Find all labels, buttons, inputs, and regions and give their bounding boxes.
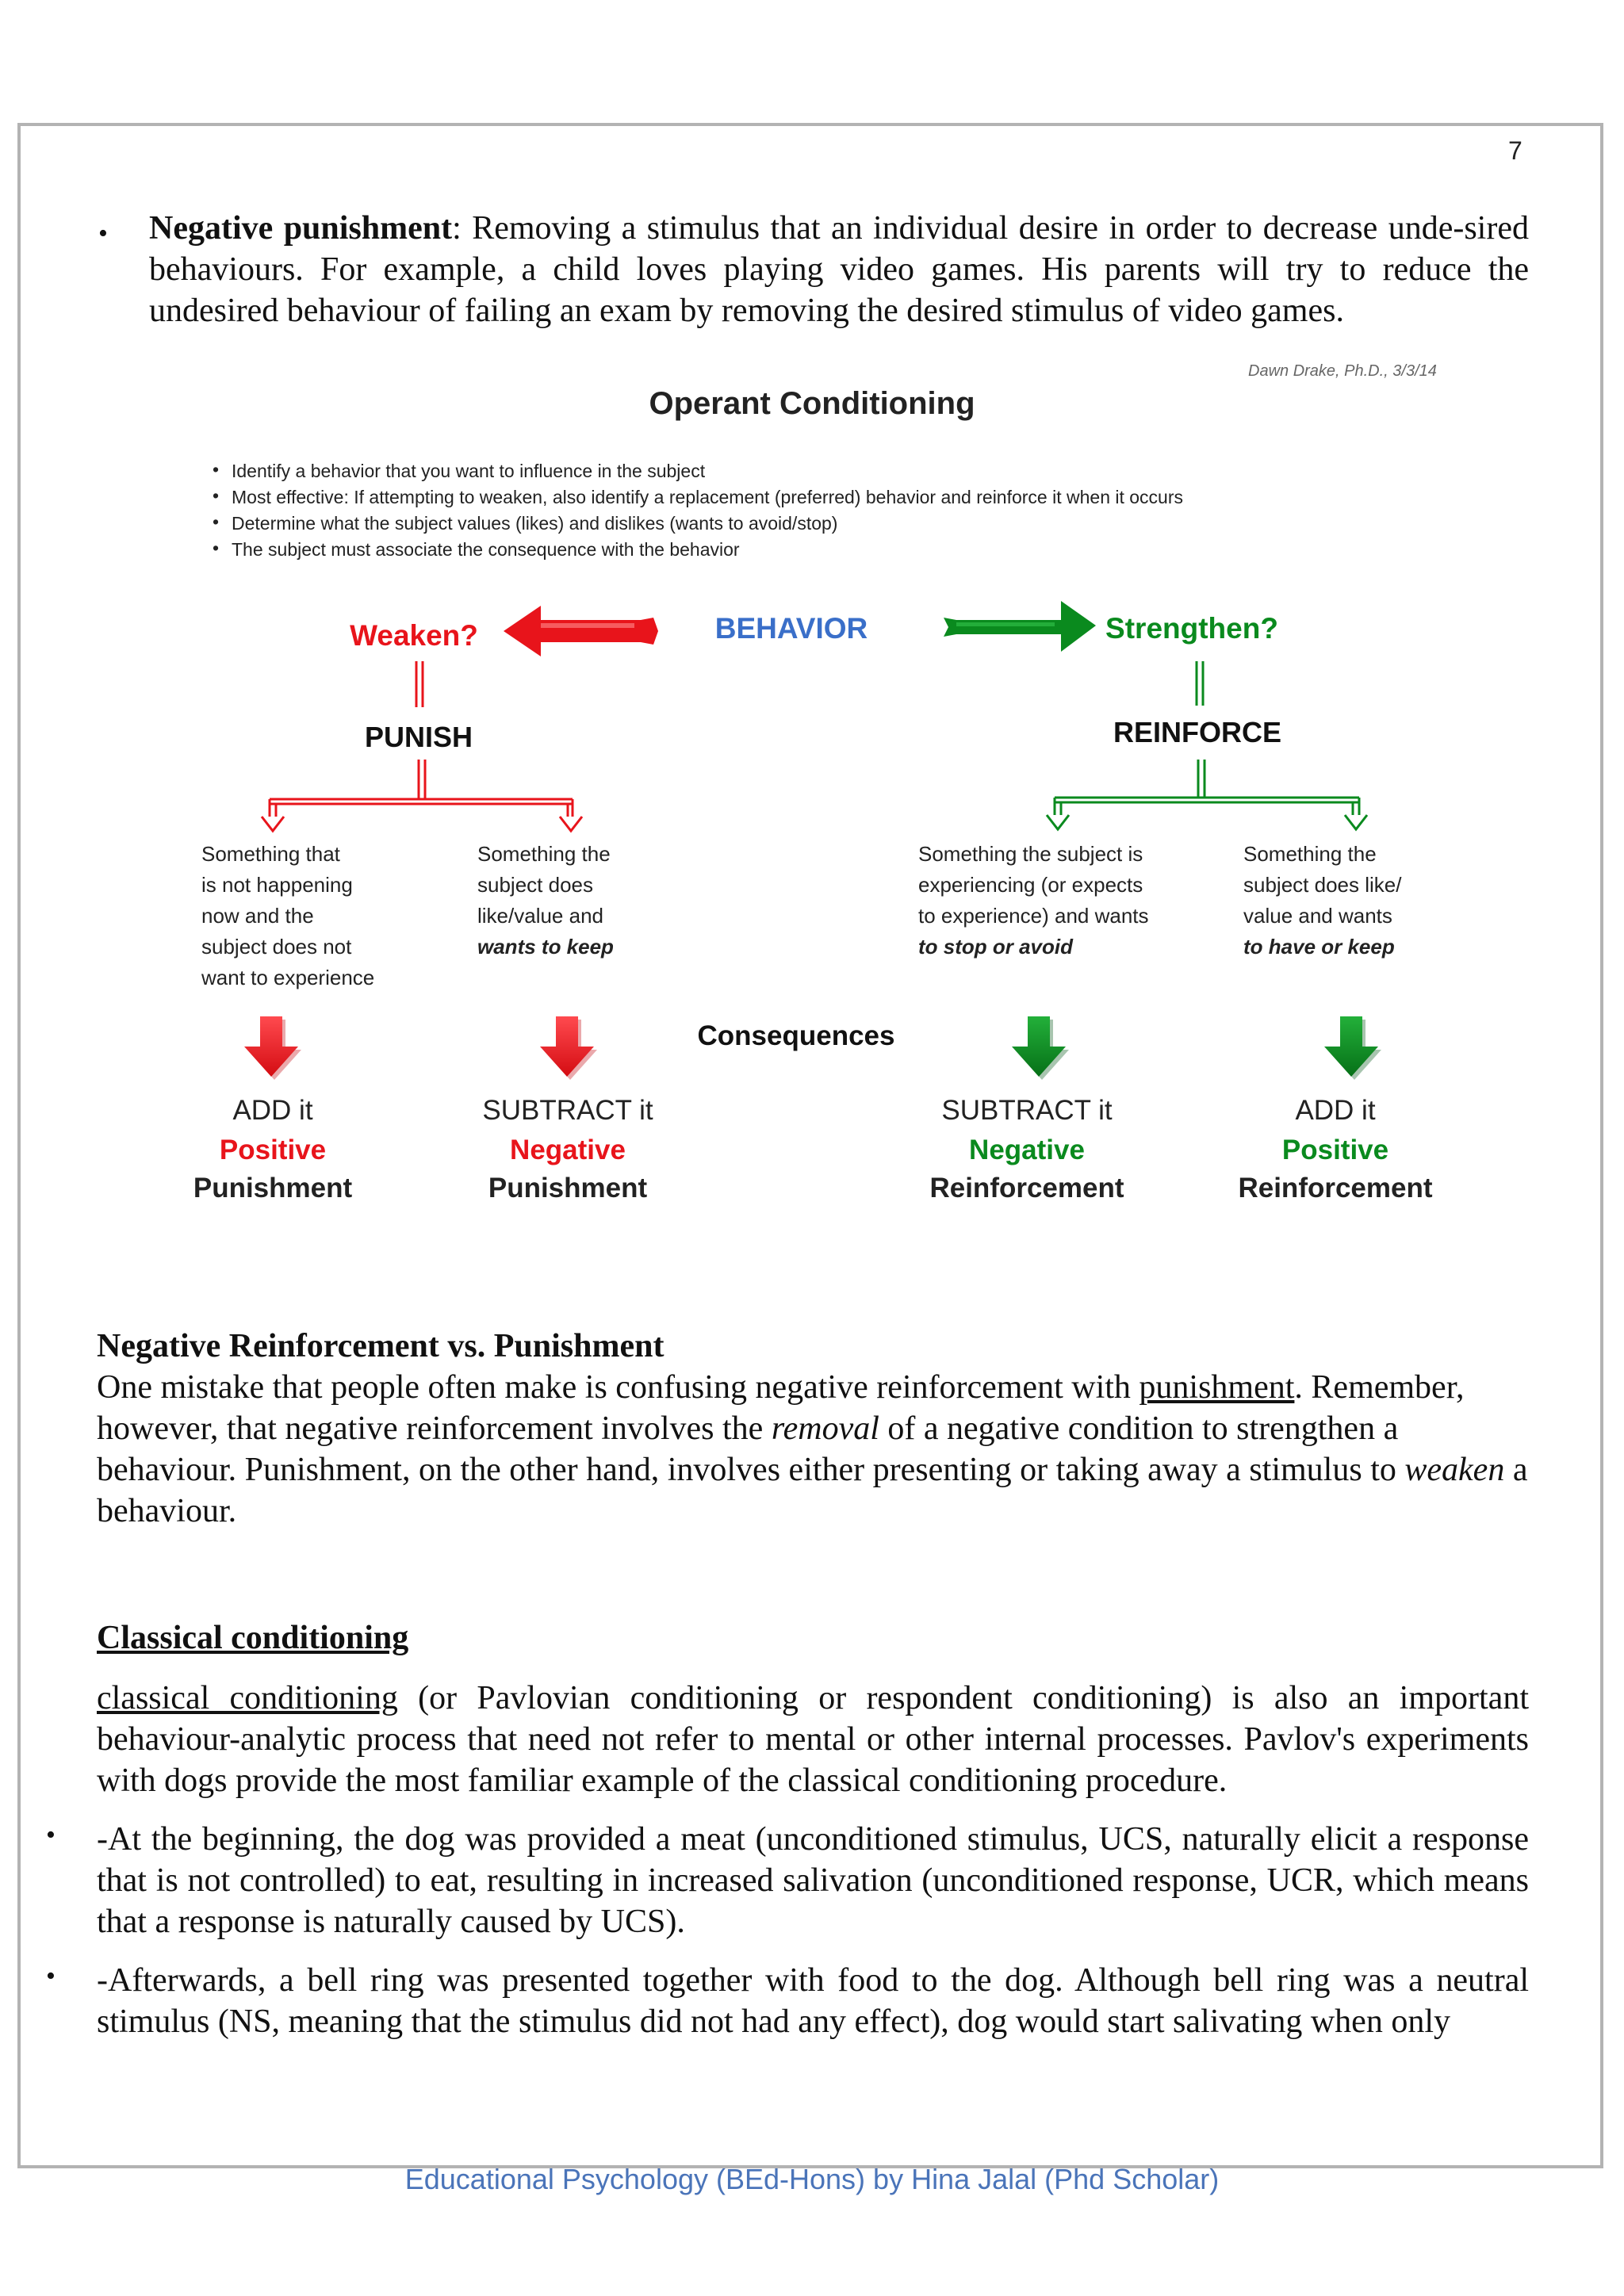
weaken-connector xyxy=(416,661,423,707)
outcome-action: SUBTRACT it xyxy=(482,1095,653,1126)
down-arrow-icon xyxy=(1324,1016,1381,1080)
figure-bullet: Identify a behavior that you want to influence in the subject xyxy=(232,461,706,481)
description-4 xyxy=(1243,842,1402,959)
down-arrow-icon xyxy=(244,1016,301,1080)
cc-bullet-1: -At the beginning, the dog was provided a meat (unconditioned stimulus, UCS, naturally elicit a response that is not controlled) to eat, resulting in increased salivation (unconditioned response, UCR, which means that a response is naturally caused by UCS). xyxy=(97,1821,1529,1940)
outcome-negative-punishment xyxy=(482,1095,653,1203)
figure-bullet: Most effective: If attempting to weaken, also identify a replacement (preferred) behavior and reinforce it when it occurs xyxy=(232,487,1184,507)
desc-line: is not happening xyxy=(201,873,353,897)
nr-heading: Negative Reinforcement vs. Punishment xyxy=(97,1328,665,1364)
outcome-action: ADD it xyxy=(232,1095,313,1126)
bullet-dot: • xyxy=(98,219,108,248)
outcome-positive-punishment xyxy=(193,1095,353,1203)
desc-line: Something the xyxy=(477,842,611,866)
strengthen-label: Strengthen? xyxy=(1105,612,1278,645)
desc-line: to experience) and wants xyxy=(918,904,1149,928)
desc-line: Something that xyxy=(201,842,340,866)
desc-line: wants to keep xyxy=(477,935,614,959)
cc-intro-text: (or Pavlovian conditioning or respondent conditioning) is also an important behaviour-analytic process that need not refer to mental or other internal processes. Pavlov's experiments with dogs provide the most familiar example of the classical conditioning procedure. xyxy=(97,1680,1529,1799)
figure-bullet: The subject must associate the consequence with the behavior xyxy=(232,539,740,560)
weaken-label: Weaken? xyxy=(350,619,478,652)
outcome-type: Positive xyxy=(219,1135,327,1165)
negative-punishment-text: : Removing a stimulus that an individual desire in order to decrease unde-sired behaviours. For example, a child loves playing video games. His parents will try to reduce the undesired behaviour of failing an exam by removing the desired stimulus of video games. xyxy=(149,210,1529,329)
nr-text: a behaviour. xyxy=(97,1452,1528,1529)
svg-text:•: • xyxy=(213,511,220,532)
svg-text:•: • xyxy=(213,459,220,480)
outcome-negative-reinforcement xyxy=(929,1095,1124,1203)
strengthen-arrow xyxy=(944,601,1096,652)
figure-bullets xyxy=(213,459,1183,560)
description-2 xyxy=(477,842,614,959)
desc-line: subject does like/ xyxy=(1243,873,1402,897)
bullet-dot: • xyxy=(46,1961,56,1991)
reinforce-tree xyxy=(1047,760,1367,829)
down-arrow-icon xyxy=(540,1016,597,1080)
outcome-result: Reinforcement xyxy=(1238,1173,1433,1203)
desc-line: Something the subject is xyxy=(918,842,1143,866)
desc-line: subject does not xyxy=(201,935,352,959)
cc-intro xyxy=(97,1678,1529,1801)
outcome-type: Positive xyxy=(1281,1135,1389,1165)
description-1 xyxy=(201,842,374,989)
punishment-link[interactable]: punishment xyxy=(1139,1369,1295,1406)
nr-text: of a negative condition to strengthen a behaviour. Punishment, on the other hand, involves either presenting or taking away a stimulus to xyxy=(97,1410,1405,1488)
desc-line: want to experience xyxy=(201,966,375,989)
nr-emphasis: weaken xyxy=(1404,1452,1505,1488)
outcome-positive-reinforcement xyxy=(1238,1095,1432,1203)
desc-line: Something the xyxy=(1243,842,1377,866)
svg-text:•: • xyxy=(213,538,220,558)
strengthen-connector xyxy=(1197,661,1203,706)
outcome-result: Punishment xyxy=(488,1173,648,1203)
outcome-action: SUBTRACT it xyxy=(941,1095,1113,1126)
description-3 xyxy=(918,842,1149,959)
desc-line: to stop or avoid xyxy=(918,935,1073,959)
punish-tree xyxy=(262,760,582,831)
nr-text: . Remember, however, that negative reinforcement involves the xyxy=(97,1369,1465,1447)
outcome-result: Punishment xyxy=(193,1173,353,1203)
cc-bullet-2: -Afterwards, a bell ring was presented together with food to the dog. Although bell ring was a neutral stimulus (NS, meaning that the stimulus did not had any effect), dog would start salivating when only xyxy=(97,1962,1529,2040)
nr-text: One mistake that people often make is confusing negative reinforcement with xyxy=(97,1369,1139,1406)
outcome-type: Negative xyxy=(969,1135,1085,1165)
punish-label: PUNISH xyxy=(364,721,473,753)
down-arrow-icon xyxy=(1012,1016,1069,1080)
desc-line: subject does xyxy=(477,873,593,897)
outcome-action: ADD it xyxy=(1295,1095,1376,1126)
nr-emphasis: removal xyxy=(771,1410,879,1447)
outcome-result: Reinforcement xyxy=(929,1173,1124,1203)
desc-line: value and wants xyxy=(1243,904,1392,928)
desc-line: now and the xyxy=(201,904,314,928)
reinforce-label: REINFORCE xyxy=(1113,716,1282,748)
desc-line: like/value and xyxy=(477,904,603,928)
figure-credit: Dawn Drake, Ph.D., 3/3/14 xyxy=(1248,362,1437,380)
negative-punishment-term: Negative punishment xyxy=(149,210,453,247)
desc-line: to have or keep xyxy=(1243,935,1395,959)
svg-text:•: • xyxy=(213,485,220,506)
weaken-arrow xyxy=(504,606,658,656)
bullet-dot: • xyxy=(46,1820,56,1850)
nr-section xyxy=(97,1326,1529,1532)
desc-line: experiencing (or expects xyxy=(918,873,1143,897)
figure-title: Operant Conditioning xyxy=(649,386,975,421)
page-number: 7 xyxy=(1508,136,1522,165)
outcome-type: Negative xyxy=(510,1135,626,1165)
footer: Educational Psychology (BEd-Hons) by Hina Jalal (Phd Scholar) xyxy=(404,2163,1220,2195)
consequences-label: Consequences xyxy=(697,1020,895,1051)
figure-bullet: Determine what the subject values (likes) and dislikes (wants to avoid/stop) xyxy=(232,513,838,534)
cc-heading xyxy=(97,1617,1529,1659)
cc-heading-text: Classical conditioning xyxy=(97,1620,409,1656)
classical-conditioning-link[interactable]: classical conditioning xyxy=(97,1680,398,1716)
behavior-label: BEHAVIOR xyxy=(714,612,868,645)
